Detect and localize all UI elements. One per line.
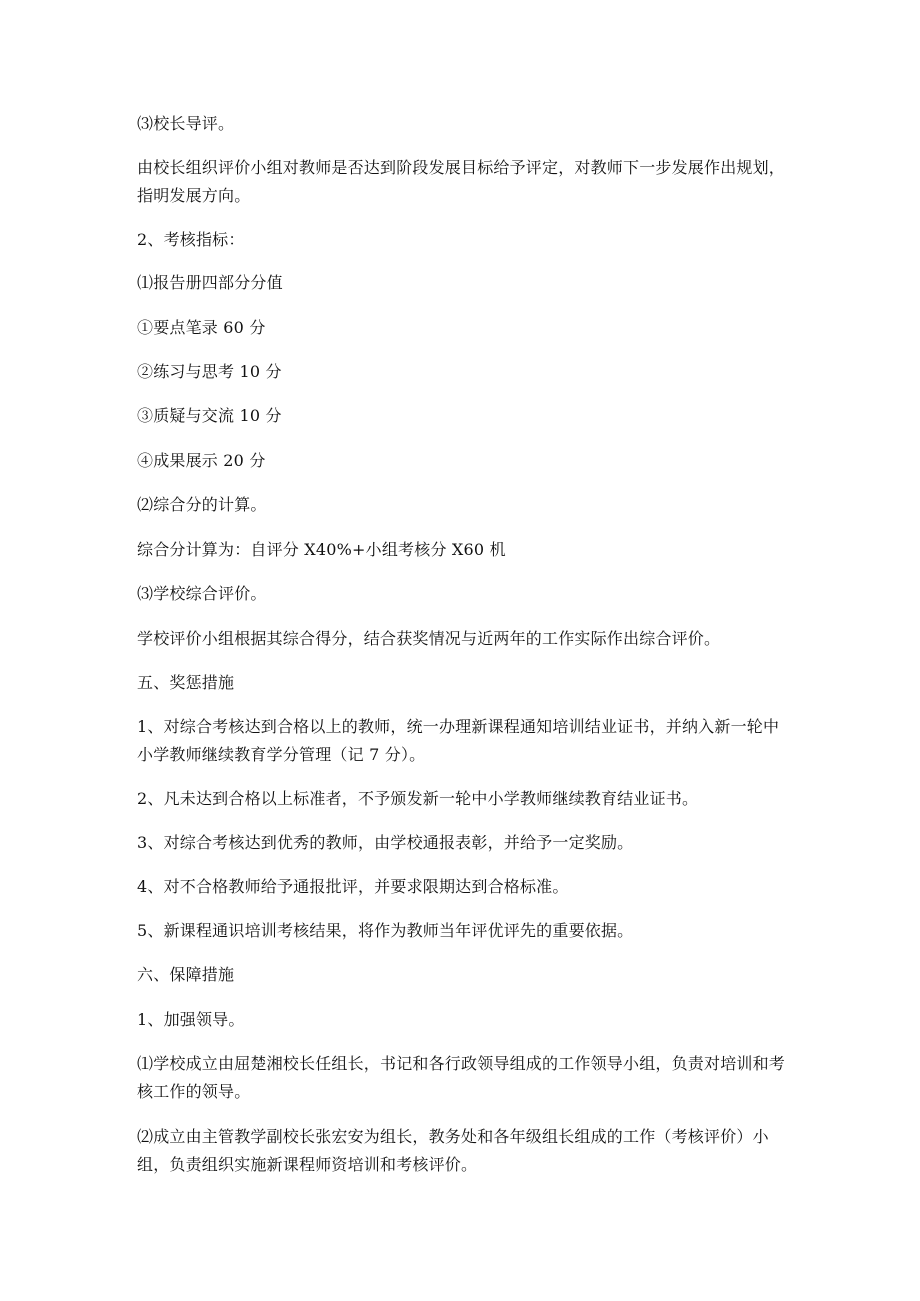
item-key-notes-score: ①要点笔录 60 分 [137, 318, 266, 337]
paragraph-principal-review-desc: 由校长组织评价小组对教师是否达到阶段发展目标给予评定，对教师下一步发展作出规划，指明发展方向。 [137, 158, 786, 205]
paragraph-reward-4: 4、对不合格教师给予通报批评，并要求限期达到合格标准。 [137, 877, 569, 896]
paragraph-reward-1: 1、对综合考核达到合格以上的教师，统一办理新课程通知培训结业证书，并纳入新一轮中小学教师继续教育学分管理（记 7 分）。 [137, 717, 780, 764]
item-composite-calc: ⑵综合分的计算。 [137, 495, 267, 514]
paragraph-reward-2: 2、凡未达到合格以上标准者，不予颁发新一轮中小学教师继续教育结业证书。 [137, 789, 699, 808]
heading-assessment-indicators: 2、考核指标： [137, 230, 245, 249]
paragraph-composite-formula: 综合分计算为：自评分 X40%+小组考核分 X60 机 [137, 540, 506, 559]
heading-safeguard-measures: 六、保障措施 [137, 965, 235, 984]
paragraph-leadership-group: ⑴学校成立由屈楚湘校长任组长，书记和各行政领导组成的工作领导小组，负责对培训和考核工作的领导。 [137, 1054, 786, 1101]
item-practice-score: ②练习与思考 10 分 [137, 362, 282, 381]
paragraph-reward-3: 3、对综合考核达到优秀的教师，由学校通报表彰，并给予一定奖励。 [137, 833, 634, 852]
paragraph-reward-5: 5、新课程通识培训考核结果，将作为教师当年评优评先的重要依据。 [137, 921, 634, 940]
heading-rewards-penalties: 五、奖惩措施 [137, 673, 235, 692]
item-achievement-score: ④成果展示 20 分 [137, 451, 266, 470]
item-principal-review: ⑶校长导评。 [137, 114, 235, 133]
heading-strengthen-leadership: 1、加强领导。 [137, 1010, 245, 1029]
item-report-score-parts: ⑴报告册四部分分值 [137, 273, 283, 292]
item-questioning-score: ③质疑与交流 10 分 [137, 406, 282, 425]
paragraph-school-evaluation-desc: 学校评价小组根据其综合得分，结合获奖情况与近两年的工作实际作出综合评价。 [137, 629, 721, 648]
item-school-evaluation: ⑶学校综合评价。 [137, 584, 267, 603]
paragraph-working-group: ⑵成立由主管教学副校长张宏安为组长，教务处和各年级组长组成的工作（考核评价）小组，负责组织实施新课程师资培训和考核评价。 [137, 1127, 769, 1174]
